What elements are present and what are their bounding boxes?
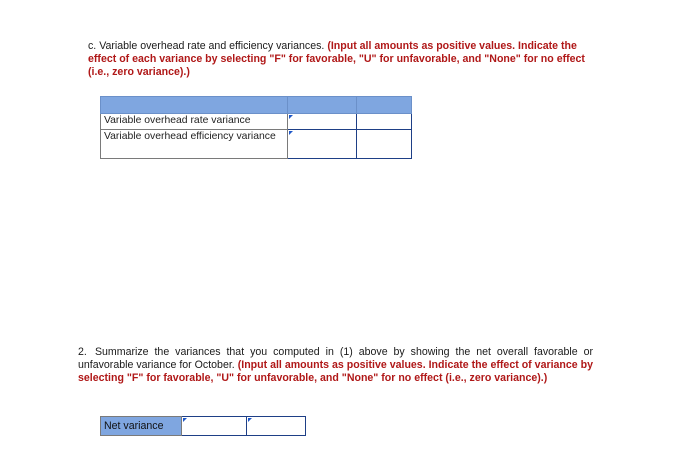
net-variance-effect-cell[interactable] [247, 417, 306, 436]
variance-table-c [100, 96, 412, 159]
efficiency-variance-amount-cell[interactable] [288, 130, 356, 159]
table-header-row [101, 97, 412, 114]
input-marker-icon [289, 131, 293, 135]
net-variance-effect-select[interactable] [247, 417, 305, 435]
input-marker-icon [248, 418, 252, 422]
part-c-instructions [88, 40, 593, 80]
table-row [101, 114, 412, 130]
net-variance-table [100, 416, 306, 436]
header-cell-effect [356, 97, 412, 114]
net-variance-amount-input[interactable] [182, 417, 246, 435]
rate-variance-amount-input[interactable] [288, 114, 355, 125]
net-variance-label: Net variance [101, 417, 182, 436]
efficiency-variance-amount-input[interactable] [288, 130, 355, 141]
rate-variance-amount-cell[interactable] [288, 114, 356, 130]
header-cell-label [101, 97, 288, 114]
efficiency-variance-effect-select[interactable] [357, 130, 412, 141]
net-variance-amount-cell[interactable] [182, 417, 247, 436]
part-2-instructions [78, 346, 593, 386]
efficiency-variance-effect-cell[interactable] [356, 130, 412, 159]
table-row [101, 130, 412, 159]
part-c-instruction: Variable overhead rate and efficiency variances. [99, 40, 325, 52]
part-2-number: 2. [78, 346, 87, 358]
input-marker-icon [289, 115, 293, 119]
efficiency-variance-label: Variable overhead efficiency variance [101, 130, 288, 159]
table-row [101, 417, 306, 436]
part-c-prefix: c. [88, 40, 97, 52]
part-c-bold-instruction: (Input all amounts as positive values. Indicate the effect of each variance by selecting "F" for favorable, "U" for unfavorable, and "None" for no effect (i.e., zero variance).) [88, 40, 585, 79]
header-cell-amount [288, 97, 356, 114]
input-marker-icon [183, 418, 187, 422]
part-2-bold-instruction: (Input all amounts as positive values. Indicate the effect of variance by selecting "F" for favorable, "U" for unfavorable, and "None" for no effect (i.e., zero variance).) [78, 359, 594, 385]
rate-variance-effect-select[interactable] [357, 114, 412, 125]
rate-variance-effect-cell[interactable] [356, 114, 412, 130]
rate-variance-label: Variable overhead rate variance [101, 114, 288, 130]
part-2-instruction: Summarize the variances that you computed in (1) above by showing the net overall favorable or unfavorable variance for October. [78, 346, 593, 372]
